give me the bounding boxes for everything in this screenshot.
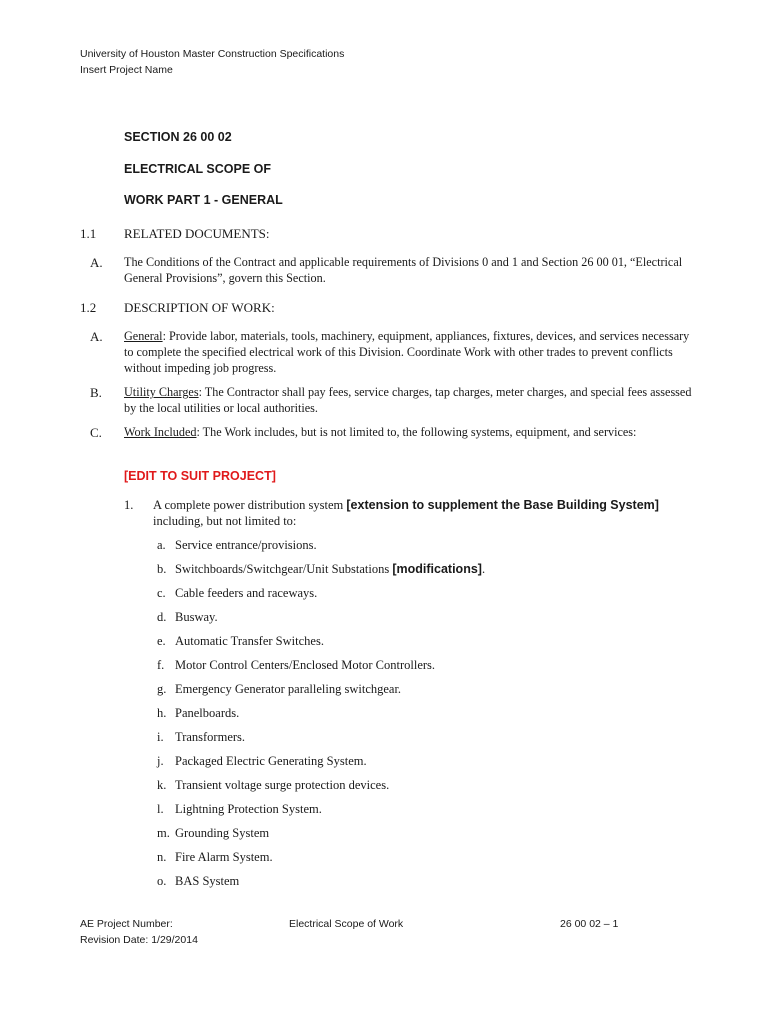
paragraph-label: Utility Charges bbox=[124, 385, 199, 399]
list-item bbox=[157, 874, 239, 889]
footer-title: Electrical Scope of Work bbox=[289, 918, 404, 930]
list-item-text: Service entrance/provisions. bbox=[175, 538, 317, 552]
section-title-line1: ELECTRICAL SCOPE OF bbox=[124, 162, 272, 176]
list-item-letter: n. bbox=[157, 850, 167, 864]
list-item-letter: b. bbox=[157, 562, 167, 576]
paragraph-text: : Provide labor, materials, tools, machinery, equipment, appliances, fixtures, devices, and services necessary to complete the specified electrical work of this Division. Coordinate Work with other trades to prevent conflicts without impeding job progress. bbox=[124, 329, 690, 375]
list-item-bold: [modifications] bbox=[392, 562, 482, 576]
paragraph-text: : The Work includes, but is not limited to, the following systems, equipment, and services: bbox=[196, 425, 637, 439]
paragraph-label: General bbox=[124, 329, 163, 343]
item-text-bold: [extension to supplement the Base Building System] bbox=[346, 498, 659, 512]
list-item bbox=[157, 562, 485, 577]
list-item-text: Transformers. bbox=[175, 730, 246, 744]
list-item-text: Packaged Electric Generating System. bbox=[175, 754, 367, 768]
list-item-text: Busway. bbox=[175, 610, 218, 624]
list-item bbox=[157, 682, 401, 697]
article-title: RELATED DOCUMENTS: bbox=[124, 226, 270, 241]
list-item-text: Grounding System bbox=[175, 826, 270, 840]
list-item bbox=[157, 634, 324, 649]
article-title: DESCRIPTION OF WORK: bbox=[124, 300, 275, 315]
list-item-text: Lightning Protection System. bbox=[175, 802, 322, 816]
list-item-text: Emergency Generator paralleling switchgear. bbox=[175, 682, 402, 696]
list-item-letter: k. bbox=[157, 778, 167, 792]
list-item bbox=[157, 850, 273, 865]
footer-page-number: 26 00 02 – 1 bbox=[560, 918, 619, 930]
paragraph-label: Work Included bbox=[124, 425, 197, 439]
list-item bbox=[157, 730, 245, 745]
list-item-text: Transient voltage surge protection devices. bbox=[175, 778, 390, 792]
paragraph-text: The Conditions of the Contract and applicable requirements of Divisions 0 and 1 and Section 26 00 01, “Electrical General Provisions”, govern this Section. bbox=[124, 255, 683, 285]
article-number: 1.1 bbox=[80, 226, 97, 241]
section-number: SECTION 26 00 02 bbox=[124, 130, 232, 144]
list-item-text: Switchboards/Switchgear/Unit Substations bbox=[175, 562, 393, 576]
paragraph-work-included bbox=[124, 424, 694, 440]
list-item bbox=[157, 802, 322, 817]
list-item bbox=[157, 778, 389, 793]
item-text-post: including, but not limited to: bbox=[153, 514, 297, 528]
list-item-letter: o. bbox=[157, 874, 167, 888]
list-item-letter: g. bbox=[157, 682, 167, 696]
list-item-letter: i. bbox=[157, 730, 164, 744]
list-item bbox=[157, 706, 239, 721]
list-item bbox=[157, 538, 317, 553]
paragraph-letter: A. bbox=[90, 255, 103, 270]
list-item-text: Cable feeders and raceways. bbox=[175, 586, 318, 600]
paragraph-letter: B. bbox=[90, 385, 102, 400]
list-item-letter: c. bbox=[157, 586, 166, 600]
list-item bbox=[157, 754, 367, 769]
list-item-letter: h. bbox=[157, 706, 167, 720]
list-item bbox=[157, 658, 435, 673]
list-item-letter: j. bbox=[157, 754, 164, 768]
paragraph-text: : The Contractor shall pay fees, service charges, tap charges, meter charges, and special fees assessed by the local utilities or local authorities. bbox=[124, 385, 692, 415]
list-item-after: . bbox=[481, 562, 486, 576]
list-item-letter: a. bbox=[157, 538, 166, 552]
item-text-pre: A complete power distribution system bbox=[153, 498, 347, 512]
paragraph-letter: A. bbox=[90, 329, 103, 344]
list-item bbox=[157, 586, 317, 601]
list-item-text: Panelboards. bbox=[175, 706, 240, 720]
paragraph-utility-charges bbox=[124, 384, 694, 416]
list-item-text: Fire Alarm System. bbox=[175, 850, 273, 864]
list-item-letter: m. bbox=[157, 826, 170, 840]
item-number: 1. bbox=[124, 498, 134, 512]
paragraph-letter: C. bbox=[90, 425, 102, 440]
header-university: University of Houston Master Construction Specifications bbox=[80, 48, 345, 60]
list-item-text: BAS System bbox=[175, 874, 240, 888]
list-item-letter: d. bbox=[157, 610, 167, 624]
edit-note: [EDIT TO SUIT PROJECT] bbox=[124, 469, 276, 483]
list-item-text: Motor Control Centers/Enclosed Motor Controllers. bbox=[175, 658, 436, 672]
footer-revision-date: Revision Date: 1/29/2014 bbox=[80, 934, 198, 946]
section-title-line2: WORK PART 1 - GENERAL bbox=[124, 193, 283, 207]
header-project-name: Insert Project Name bbox=[80, 64, 173, 76]
list-item bbox=[157, 826, 269, 841]
item-text bbox=[153, 497, 673, 529]
list-item-letter: e. bbox=[157, 634, 166, 648]
paragraph-general bbox=[124, 328, 694, 376]
footer-project-number: AE Project Number: bbox=[80, 918, 173, 930]
article-number: 1.2 bbox=[80, 300, 97, 315]
list-item-letter: f. bbox=[157, 658, 165, 672]
list-item-text: Automatic Transfer Switches. bbox=[175, 634, 324, 648]
list-item bbox=[157, 610, 218, 625]
list-item-letter: l. bbox=[157, 802, 164, 816]
